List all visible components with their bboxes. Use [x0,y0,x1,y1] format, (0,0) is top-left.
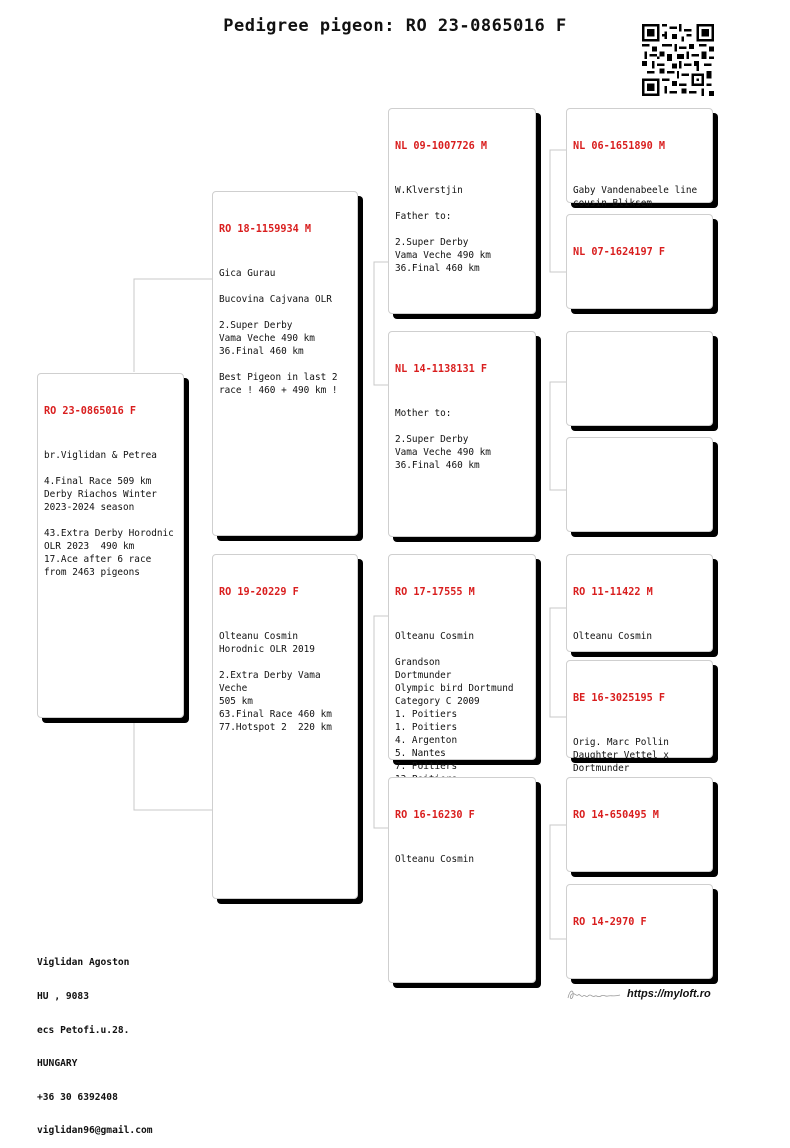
ggp-card [566,884,713,979]
owner-address-line: HU , 9083 [37,991,89,1003]
page-title: Pedigree pigeon: RO 23-0865016 F [223,16,567,36]
ring-number: NL 14-1138131 F [395,364,488,375]
pigeon-info: Olteanu Cosmin [573,631,653,642]
owner-contact [37,935,153,1148]
dam-card [212,554,358,899]
ring-number: NL 09-1007726 M [395,141,488,152]
pigeon-info: Mother to: 2.Super Derby Vama Veche 490 km 36.Final 460 km [395,408,491,471]
ring-number: RO 14-650495 M [573,810,659,821]
footer-url: https://myloft.ro [627,988,711,1000]
ring-number: RO 11-11422 M [573,587,653,598]
sire-sire-card [388,108,536,314]
ggp-card [566,660,713,774]
ring-number: RO 19-20229 F [219,587,299,598]
subject-card [37,373,184,718]
pigeon-info: Orig. Marc Pollin Daughter Vettel x Dortmunder [573,737,669,774]
pigeon-info: br.Viglidan & Petrea 4.Final Race 509 km Derby Riachos Winter 2023-2024 season 43.Extra Derby Horodnic OLR 2023 490 km 17.Ace after 6 race from 2463 pigeons [44,450,174,578]
sire-dam-card [388,331,536,537]
ring-number: BE 16-3025195 F [573,693,666,704]
pigeon-info: Olteanu Cosmin Grandson Dortmunder Olympic bird Dortmund Category C 2009 1. Poitiers 1. Poitiers 4. Argenton 5. Nantes 7. Poitiers [395,631,514,772]
owner-name: Viglidan Agoston [37,957,130,969]
ggp-card [566,554,713,652]
sire-card [212,191,358,536]
pigeon-info: Gica Gurau Bucovina Cajvana OLR 2.Super Derby Vama Veche 490 km 36.Final 460 km Best Pigeon in last 2 race ! 460 + 490 km ! [219,268,338,396]
ring-number: RO 14-2970 F [573,917,647,928]
ggp-card [566,214,713,309]
dam-sire-card [388,554,536,772]
dam-dam-card [388,777,536,983]
signature-icon [566,986,622,1002]
pigeon-info: Olteanu Cosmin Horodnic OLR 2019 2.Extra Derby Vama Veche 505 km 63.Final Race 460 km 77.Hotspot 2 220 km [219,631,332,733]
ring-number: NL 06-1651890 M [573,141,666,152]
ggp-card [566,777,713,872]
ring-number: RO 23-0865016 F [44,406,137,417]
owner-country: HUNGARY [37,1058,78,1070]
owner-address-line: ecs Petofi.u.28. [37,1024,130,1036]
ggp-card [566,331,713,426]
owner-email: viglidan96@gmail.com [37,1125,153,1137]
pigeon-info: W.Klverstjin Father to: 2.Super Derby Vama Veche 490 km 36.Final 460 km [395,185,491,274]
ring-number: RO 16-16230 F [395,810,475,821]
ggp-card [566,108,713,209]
owner-phone: +36 30 6392408 [37,1091,118,1103]
ring-number: RO 18-1159934 M [219,224,312,235]
pigeon-info: Olteanu Cosmin [395,854,475,865]
pigeon-info: Gaby Vandenabeele line cousin Bliksem [573,185,698,209]
ring-number: NL 07-1624197 F [573,247,666,258]
ggp-card [566,437,713,532]
ring-number: RO 17-17555 M [395,587,475,598]
